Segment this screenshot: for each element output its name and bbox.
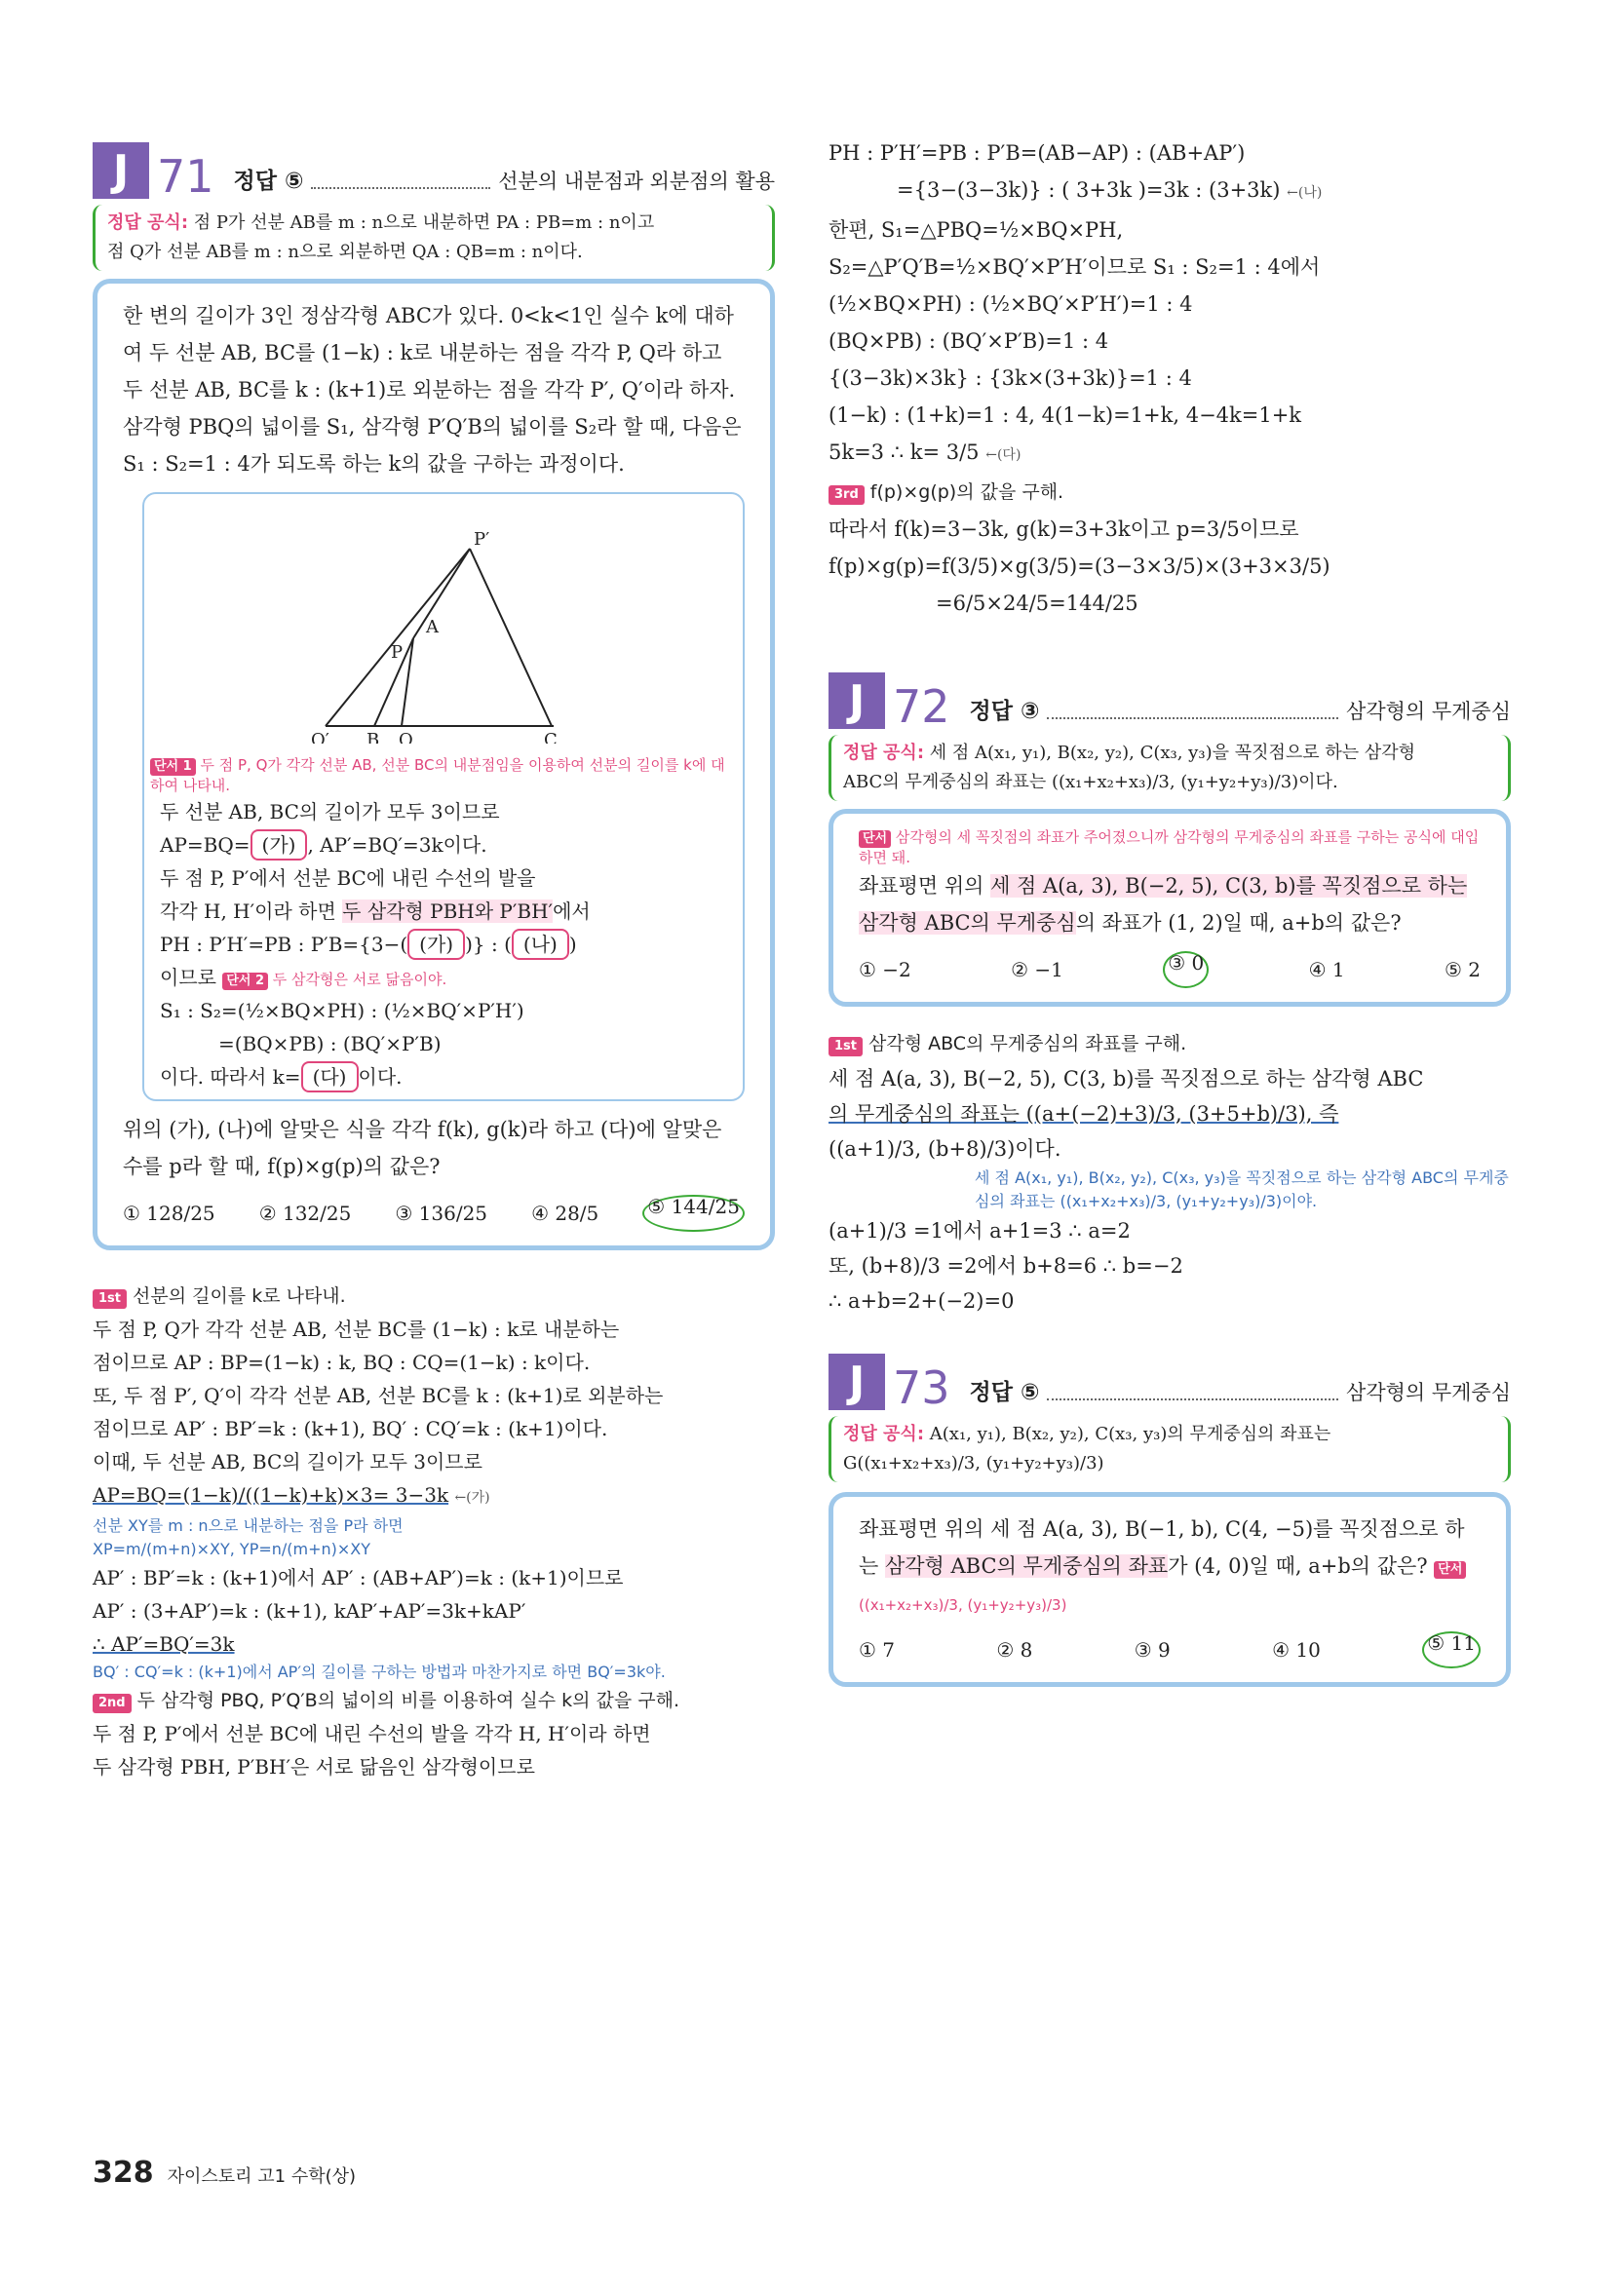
q-part-c: 가 (4, 0)일 때, a+b의 값은?: [1168, 1554, 1428, 1578]
eq-ap-prime: , AP′=BQ′=3k이다.: [307, 833, 487, 857]
note-internal-1: 선분 XY를 m : n으로 내분하는 점을 P라 하면: [93, 1516, 404, 1535]
line-a-pp: [413, 549, 470, 638]
formula-line-1: 점 P가 선분 AB를 m : n으로 내분하면 PA : PB=m : n이고: [193, 212, 655, 233]
problem-number: 72: [893, 680, 950, 733]
triangle-diagram: [142, 492, 745, 1101]
derivation-line-8: =(BQ×PB) : (BQ′×P′B): [218, 1032, 442, 1055]
cont-line-9: [829, 434, 1511, 474]
hint-1-text: 두 점 P, Q가 각각 선분 AB, 선분 BC의 내분점임을 이용하여 선분의 길이를 k에 대하여 나타내.: [150, 756, 725, 794]
step-1-more-3: ∴ AP′=BQ′=3k: [93, 1632, 235, 1656]
step-3-line-2: f(p)×g(p)=f(3/5)×g(3/5)=(3−3×3/5)×(3+3×3/5): [829, 555, 1330, 578]
step-1-line-2: 점이므로 AP : BP=(1−k) : k, BQ : CQ=(1−k) : k이다.: [93, 1351, 591, 1374]
cont-line-2: [829, 172, 1511, 211]
formula-line-1: 세 점 A(x₁, y₁), B(x₂, y₂), C(x₃, y₃)을 꼭짓점으로 하는 삼각형: [929, 743, 1416, 763]
line-pp-c: [470, 549, 552, 726]
blank-da: (다): [301, 1061, 359, 1092]
choice-5-correct[interactable]: ⑤ 144/25: [642, 1195, 745, 1232]
label-c: C: [544, 730, 558, 744]
cont-line-4: S₂=△P′Q′B=½×BQ′×P′H′이므로 S₁ : S₂=1 : 4에서: [829, 255, 1321, 279]
hint-1: [150, 755, 737, 795]
q-part-a: 좌표평면 위의 세 점 A(a, 3), B(−1, b), C(4, −5)를 꼭짓점으로 하는: [859, 1517, 1465, 1578]
step-1-tag: 1st: [829, 1037, 863, 1056]
formula-line-1: A(x₁, y₁), B(x₂, y₂), C(x₃, y₃)의 무게중심의 좌표는: [929, 1424, 1331, 1444]
k-result: 5k=3 ∴ k= 3/5: [829, 440, 980, 464]
problem-number: 73: [893, 1361, 950, 1414]
j-badge: J: [829, 1354, 885, 1410]
label-a: A: [426, 617, 439, 637]
solution-72: [829, 1026, 1511, 1319]
sol72-line-6: ∴ a+b=2+(−2)=0: [829, 1289, 1015, 1313]
answer-formula: [829, 735, 1511, 801]
question-box-73: [829, 1492, 1511, 1687]
label-q-prime: Q′: [311, 730, 329, 744]
right-column: [829, 134, 1511, 1687]
ratio-eq: PH : P′H′=PB : P′B={3−(: [160, 933, 408, 956]
blank-na: (나): [512, 929, 569, 960]
hint-2-text: 두 삼각형은 서로 닮음이야.: [272, 971, 447, 988]
question-text: 한 변의 길이가 3인 정삼각형 ABC가 있다. 0<k<1인 실수 k에 대하여 두 선분 AB, BC를 (1−k) : k로 내분하는 점을 각각 P, Q라 하고 두 선분 AB, BC를 k : (k+1)로 외분하는 점을 각각 P′, Q′이라 하자. 삼각형 PBQ의 넓이를 S₁, 삼각형 P′Q′B의 넓이를 S₂라 할 때, 다음은 S₁ : S₂=1 : 4가 되도록 하는 k의 값을 구하는 과정이다.: [123, 304, 742, 476]
solution-71-left: [93, 1280, 775, 1783]
label-q: Q: [399, 730, 413, 744]
sol72-line-2: 의 무게중심의 좌표는 ((a+(−2)+3)/3, (3+5+b)/3), 즉: [829, 1102, 1339, 1126]
page-number: 328: [93, 2156, 154, 2190]
cont-line-7: {(3−3k)×3k} : {3k×(3+3k)}=1 : 4: [829, 366, 1192, 390]
answer-label: 정답 ⑤: [969, 1380, 1040, 1405]
derivation-line-7: S₁ : S₂=(½×BQ×PH) : (½×BQ′×P′H′): [160, 999, 524, 1022]
step-3-line-1: 따라서 f(k)=3−3k, g(k)=3+3k이고 p=3/5이므로: [829, 517, 1299, 541]
derivation-line-2: [160, 828, 737, 861]
formula-line-2: ABC의 무게중심의 좌표는 ((x₁+x₂+x₃)/3, (y₁+y₂+y₃)/3)이다.: [843, 772, 1338, 792]
answer-formula: [93, 205, 775, 271]
step-1-title: 삼각형 ABC의 무게중심의 좌표를 구해.: [868, 1033, 1187, 1054]
ratio-result: ={3−(3−3k)} : ( 3+3k )=3k : (3+3k): [897, 178, 1281, 202]
note-centroid: 세 점 A(x₁, y₁), B(x₂, y₂), C(x₃, y₃)을 꼭짓점으로 하는 삼각형 ABC의 무게중심의 좌표는 ((x₁+x₂+x₃)/3, (y₁+y₂+y₃)/3)이야.: [975, 1168, 1509, 1210]
topic-title: 삼각형의 무게중심: [1346, 1381, 1511, 1404]
note-internal-2: XP=m/(m+n)×XY, YP=n/(m+n)×XY: [93, 1540, 371, 1558]
choice-1[interactable]: ① −2: [859, 958, 911, 981]
step-2-line-1: 두 점 P, P′에서 선분 BC에 내린 수선의 발을 각각 H, H′이라 하면: [93, 1722, 651, 1745]
question-text: [859, 867, 1481, 941]
choice-2[interactable]: ② 8: [996, 1638, 1033, 1662]
step-2-title: 두 삼각형 PBQ, P′Q′B의 넓이의 비를 이용하여 실수 k의 값을 구해.: [136, 1690, 680, 1711]
line-qp-pp: [326, 549, 470, 726]
step-1-line-4: 점이므로 AP′ : BP′=k : (k+1), BQ′ : CQ′=k : (k+1)이다.: [93, 1417, 608, 1440]
choice-2[interactable]: ② 132/25: [258, 1202, 352, 1225]
answer-label: 정답 ③: [969, 699, 1040, 724]
step-1-line-3: 또, 두 점 P′, Q′이 각각 선분 AB, 선분 BC를 k : (k+1)로 외분하는: [93, 1384, 664, 1407]
choices-72: [859, 951, 1481, 988]
j-badge: J: [93, 142, 149, 199]
problem-73-header: [829, 1348, 1511, 1414]
eq-ap-bq: AP=BQ=: [160, 833, 251, 857]
step-2-tag: 2nd: [93, 1694, 132, 1713]
problem-72-header: [829, 667, 1511, 733]
choice-5[interactable]: ⑤ 2: [1444, 958, 1481, 981]
formula-label: 정답 공식:: [107, 212, 189, 233]
hint-text: 삼각형의 세 꼭짓점의 좌표가 주어졌으니까 삼각형의 무게중심의 좌표를 구하는 공식에 대입하면 돼.: [859, 828, 1480, 866]
hint-72: [859, 827, 1481, 867]
step-3-header: [829, 474, 1511, 511]
cont-line-3: 한편, S₁=△PBQ=½×BQ×PH,: [829, 218, 1124, 242]
j-badge: J: [829, 672, 885, 729]
label-p-prime: P′: [474, 529, 490, 550]
hint-tag: 단서: [1434, 1561, 1466, 1579]
derivation-line-9: [160, 1060, 737, 1093]
choice-3[interactable]: ③ 136/25: [395, 1202, 488, 1225]
derivation-line-4: [160, 895, 737, 928]
text-where: 에서: [553, 899, 591, 923]
book-title: 자이스토리 고1 수학(상): [167, 2166, 357, 2187]
step-1-more-2: AP′ : (3+AP′)=k : (k+1), kAP′+AP′=3k+kAP′: [93, 1599, 526, 1623]
leader-dots: [1047, 1398, 1338, 1400]
step-1-equation: [93, 1478, 775, 1514]
tag-ga: ←(가): [454, 1490, 490, 1506]
derivation-line-5: [160, 928, 737, 961]
question-box-71: [93, 279, 775, 1250]
answer-label: 정답 ⑤: [233, 169, 304, 194]
step-1-tag: 1st: [93, 1289, 127, 1309]
formula-line-2: 점 Q가 선분 AB를 m : n으로 외분하면 QA : QB=m : n이다.: [107, 242, 583, 262]
q-part-a: 좌표평면 위의: [859, 874, 984, 898]
choice-1[interactable]: ① 128/25: [123, 1202, 215, 1225]
problem-71-header: [93, 136, 775, 203]
topic-title: 선분의 내분점과 외분점의 활용: [498, 170, 775, 193]
choice-5-correct[interactable]: ⑤ 11: [1422, 1631, 1481, 1668]
ratio-close: ): [568, 933, 577, 956]
label-b: B: [366, 730, 380, 744]
sol72-line-5: 또, (b+8)/3 =2에서 b+8=6 ∴ b=−2: [829, 1254, 1183, 1278]
q-part-b: 세 점 A(a, 3), B(−2, 5), C(3, b)를 꼭짓점으로 하는 삼각형 ABC의 무게중심: [859, 874, 1468, 935]
label-p: P: [391, 642, 404, 663]
tag-da: ←(다): [985, 447, 1022, 463]
ratio-mid: )} : (: [465, 933, 512, 956]
hint-1-tag: 단서 1: [150, 758, 196, 776]
choice-4[interactable]: ④ 10: [1272, 1638, 1321, 1662]
q-part-b: 삼각형 ABC의 무게중심의 좌표: [884, 1554, 1169, 1578]
question-end: 위의 (가), (나)에 알맞은 식을 각각 f(k), g(k)라 하고 (다)에 알맞은 수를 p라 할 때, f(p)×g(p)의 값은?: [123, 1118, 722, 1178]
choices-73: [859, 1631, 1481, 1668]
choice-4[interactable]: ④ 28/5: [531, 1202, 599, 1225]
choice-3-correct[interactable]: ③ 0: [1163, 951, 1209, 988]
text-thus-k: 이다. 따라서 k=: [160, 1065, 301, 1089]
step-3-title: f(p)×g(p)의 값을 구해.: [869, 481, 1064, 503]
step-3-line-3: =6/5×24/5=144/25: [936, 592, 1138, 615]
derivation-line-6: [160, 961, 737, 994]
hint-2-tag: 단서 2: [222, 973, 268, 990]
step-1-title: 선분의 길이를 k로 나타내.: [133, 1285, 346, 1307]
page-footer: [93, 2156, 356, 2190]
cont-line-1: PH : P′H′=PB : P′B=(AB−AP) : (AB+AP′): [829, 141, 1246, 165]
leader-dots: [311, 187, 490, 189]
cont-line-8: (1−k) : (1+k)=1 : 4, 4(1−k)=1+k, 4−4k=1+k: [829, 403, 1302, 427]
q-part-c: 의 좌표가 (1, 2)일 때, a+b의 값은?: [1075, 911, 1402, 935]
formula-label: 정답 공식:: [843, 1424, 925, 1444]
choice-4[interactable]: ④ 1: [1308, 958, 1345, 981]
step-1-line-5: 이때, 두 선분 AB, BC의 길이가 모두 3이므로: [93, 1450, 482, 1473]
choices-71: [123, 1195, 745, 1232]
step-2-line-2: 두 삼각형 PBH, P′BH′은 서로 닮음인 삼각형이므로: [93, 1755, 535, 1779]
tag-na: ←(나): [1287, 185, 1323, 201]
topic-title: 삼각형의 무게중심: [1346, 700, 1511, 723]
blank-ga: (가): [251, 829, 308, 861]
choice-2[interactable]: ② −1: [1011, 958, 1063, 981]
similar-triangles-text: 두 삼각형 PBH와 P′BH′: [342, 899, 554, 923]
step-1-header: [93, 1280, 775, 1313]
text-therefore: 이므로: [160, 966, 216, 989]
question-box-72: [829, 809, 1511, 1007]
text-end: 이다.: [358, 1065, 403, 1089]
hint-2: [222, 971, 446, 988]
sol72-line-4: (a+1)/3 =1에서 a+1=3 ∴ a=2: [829, 1219, 1131, 1243]
step-1-header: [829, 1026, 1511, 1061]
left-column: [93, 136, 775, 1783]
step-1-line-1: 두 점 P, Q가 각각 선분 AB, 선분 BC를 (1−k) : k로 내분하는: [93, 1318, 620, 1341]
answer-formula: [829, 1416, 1511, 1482]
choice-1[interactable]: ① 7: [859, 1638, 896, 1662]
cont-line-5: (½×BQ×PH) : (½×BQ′×P′H′)=1 : 4: [829, 292, 1193, 316]
hint-text: ((x₁+x₂+x₃)/3, (y₁+y₂+y₃)/3): [859, 1596, 1067, 1614]
choice-3[interactable]: ③ 9: [1134, 1638, 1171, 1662]
derivation-line-3: 두 점 P, P′에서 선분 BC에 내린 수선의 발을: [160, 866, 536, 890]
hint-tag: 단서: [859, 830, 891, 848]
eq-ga: AP=BQ=(1−k)/((1−k)+k)×3= 3−3k: [93, 1483, 449, 1507]
triangle-figure: [150, 500, 735, 744]
sol72-line-3: ((a+1)/3, (b+8)/3)이다.: [829, 1137, 1061, 1161]
problem-number: 71: [157, 150, 214, 203]
formula-line-2: G((x₁+x₂+x₃)/3, (y₁+y₂+y₃)/3): [843, 1453, 1104, 1473]
blank-ga-2: (가): [407, 929, 465, 960]
step-1-more-1: AP′ : BP′=k : (k+1)에서 AP′ : (AB+AP′)=k : (k+1)이므로: [93, 1566, 624, 1589]
step-2-header: [93, 1684, 775, 1717]
solution-71-right: [829, 134, 1511, 622]
formula-label: 정답 공식:: [843, 743, 925, 763]
step-3-tag: 3rd: [829, 485, 865, 505]
cont-line-6: (BQ×PB) : (BQ′×P′B)=1 : 4: [829, 329, 1109, 353]
derivation: [150, 795, 737, 1093]
text-feet: 각각 H, H′이라 하면: [160, 899, 336, 923]
sol72-line-1: 세 점 A(a, 3), B(−2, 5), C(3, b)를 꼭짓점으로 하는 삼각형 ABC: [829, 1067, 1424, 1091]
note-bq-prime: BQ′ : CQ′=k : (k+1)에서 AP′의 길이를 구하는 방법과 마찬가지로 하면 BQ′=3k야.: [93, 1663, 666, 1681]
leader-dots: [1047, 717, 1338, 719]
question-text: [859, 1511, 1481, 1622]
derivation-line-1: 두 선분 AB, BC의 길이가 모두 3이므로: [160, 800, 500, 823]
